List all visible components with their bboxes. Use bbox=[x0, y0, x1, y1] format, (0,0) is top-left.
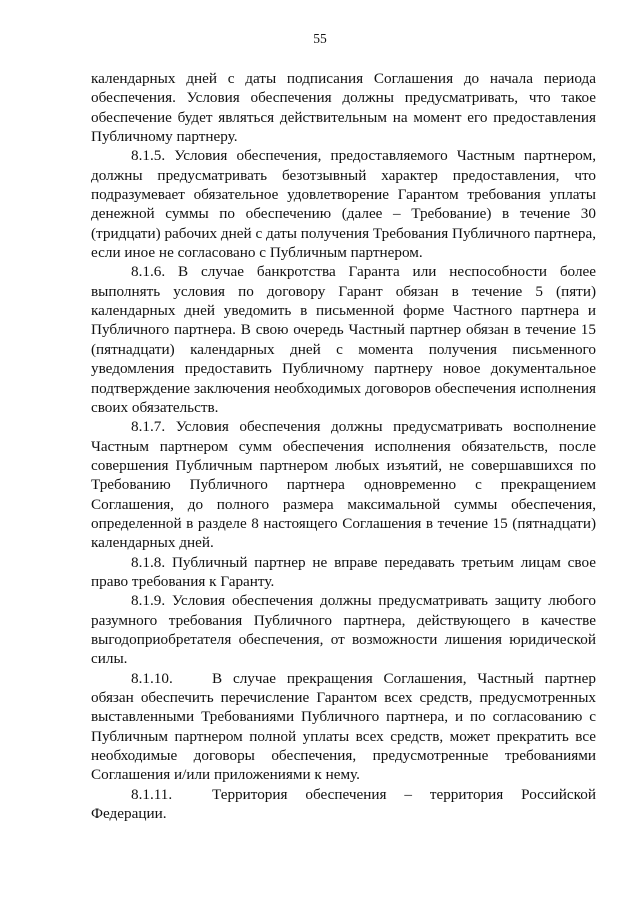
paragraph-text: Публичный партнер не вправе передавать третьим лицам свое право требования к Гаранту. bbox=[91, 553, 597, 590]
paragraph-8-1-6 bbox=[91, 262, 596, 417]
paragraph-number: 8.1.7. bbox=[131, 418, 166, 436]
paragraph-8-1-7 bbox=[91, 417, 596, 552]
paragraph-text: Условия обеспечения, предоставляемого Частным партнером, должны предусматривать безотзывный характер предоставления, что подразумевает обязательное удовлетворение Гарантом требования уплаты денежной суммы по обеспечению (далее – Требование) в течение 30 (тридцати) рабочих дней с даты получения Требования Публичного партнера, если иное не согласовано с Публичным партнером. bbox=[91, 147, 596, 262]
paragraph-text: В случае банкротства Гаранта или неспособности более выполнять условия по договору Гарант обязан в течение 5 (пяти) календарных дней уведомить в письменной форме Частного партнера и Публичного партнера. В свою очередь Частный партнер обязан в течение 15 (пятнадцати) календарных дней с момента получения письменного уведомления предоставить Публичному партнеру новое документальное подтверждение заключения необходимых договоров обеспечения исполнения своих обязательств. bbox=[91, 263, 597, 416]
page-number: 55 bbox=[313, 31, 327, 46]
paragraph-text: Территория обеспечения – территория Российской Федерации. bbox=[91, 785, 596, 823]
paragraph-8-1-8 bbox=[91, 553, 596, 592]
paragraph-text: Условия обеспечения должны предусматривать защиту любого разумного требования Публичного партнера, действующего в качестве выгодоприобретателя обеспечения, от возможности лишения юридической силы. bbox=[91, 592, 596, 668]
paragraph-8-1-10 bbox=[91, 669, 596, 785]
document-body bbox=[91, 69, 596, 823]
paragraph-8-1-9 bbox=[91, 591, 596, 668]
paragraph-continuation bbox=[91, 69, 596, 146]
paragraph-text: Условия обеспечения должны предусматривать восполнение Частным партнером сумм обеспечения исполнения обязательств, после совершения Публичным партнером любых изъятий, не совершавшихся по Требованию Публичного партнера одновременно с прекращением Соглашения, до полного размера максимальной суммы обеспечения, определенной в разделе 8 настоящего Соглашения в течение 15 (пятнадцати) календарных дней. bbox=[91, 418, 596, 552]
paragraph-8-1-5 bbox=[91, 146, 596, 262]
paragraph-number: 8.1.11. bbox=[131, 785, 173, 803]
paragraph-number: 8.1.10. bbox=[131, 669, 173, 687]
paragraph-number: 8.1.6. bbox=[131, 263, 166, 281]
paragraph-8-1-11 bbox=[91, 785, 596, 824]
paragraph-number: 8.1.8. bbox=[131, 553, 166, 571]
paragraph-text: календарных дней с даты подписания Соглашения до начала периода обеспечения. Условия обеспечения должны предусматривать, что такое обеспечение будет являться действительным на момент его предоставления Публичному партнеру. bbox=[91, 70, 596, 146]
paragraph-number: 8.1.5. bbox=[131, 147, 166, 165]
paragraph-text: В случае прекращения Соглашения, Частный партнер обязан обеспечить перечисление Гарантом всех средств, предусмотренных выставленными Требованиями Публичного партнера, и по согласованию с Публичным партнером полной уплаты всех средств, может прекратить все необходимые договоры обеспечения, предусмотренные требованиями Соглашения и/или приложениями к нему. bbox=[91, 669, 596, 784]
paragraph-number: 8.1.9. bbox=[131, 592, 166, 610]
